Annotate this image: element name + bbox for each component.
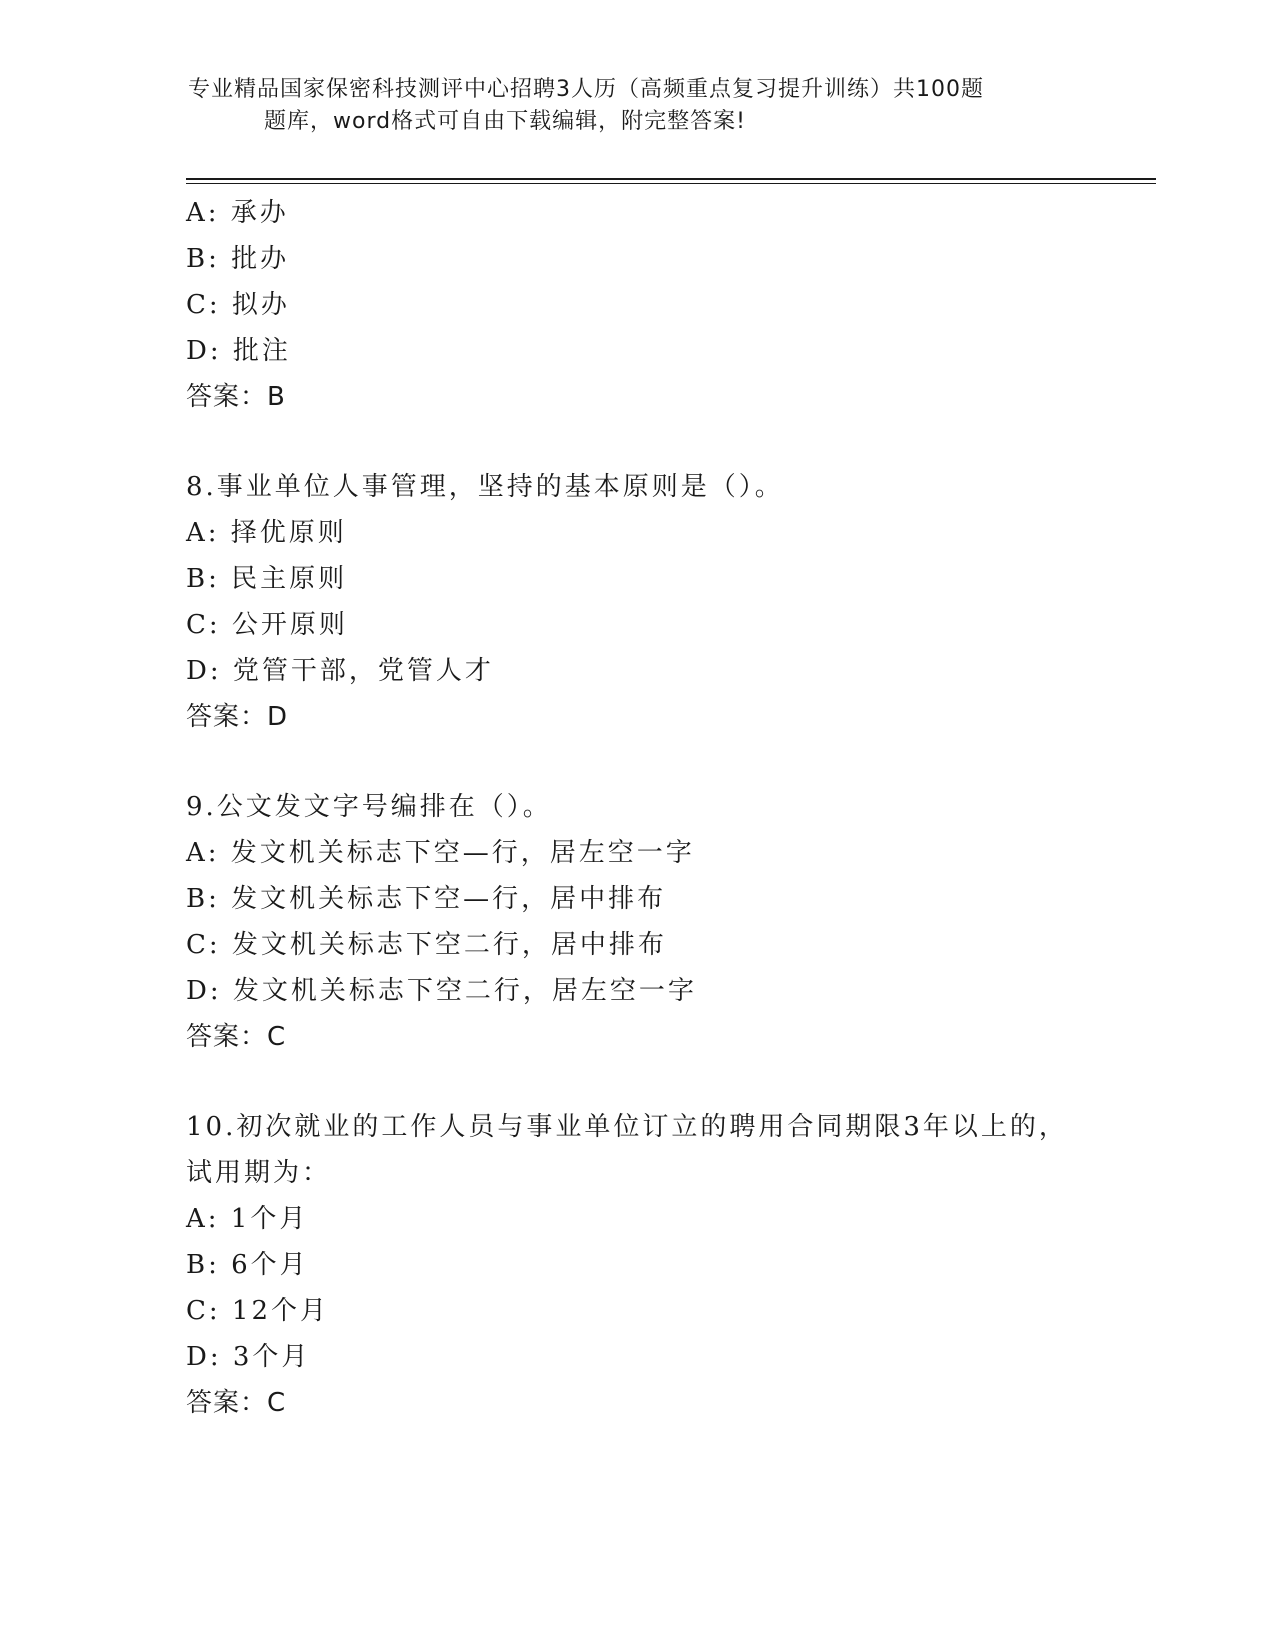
option-d: D: 3个月 [186, 1342, 311, 1372]
question-list [186, 190, 1086, 1426]
answer: 答案：C [186, 1022, 287, 1052]
header-title-line1: 专业精品国家保密科技测评中心招聘3人历（高频重点复习提升训练）共100题 [188, 77, 984, 102]
option-c: C: 公开原则 [186, 610, 348, 640]
question-10 [186, 1104, 1086, 1426]
option-b: B: 民主原则 [186, 564, 348, 594]
option-a: A: 发文机关标志下空—行，居左空一字 [186, 838, 695, 868]
option-a: A: 1个月 [186, 1204, 309, 1234]
option-b: B: 批办 [186, 244, 290, 274]
question-stem: 8.事业单位人事管理，坚持的基本原则是（）。 [186, 472, 784, 502]
answer: 答案：C [186, 1388, 287, 1418]
question-stem-line1: 10.初次就业的工作人员与事业单位订立的聘用合同期限3年以上的， [186, 1112, 1068, 1142]
header-rule-thick [186, 178, 1156, 180]
option-d: D: 批注 [186, 336, 291, 366]
option-d: D: 党管干部，党管人才 [186, 656, 494, 686]
answer: 答案：D [186, 702, 289, 732]
question-stem: 9.公文发文字号编排在（）。 [186, 792, 552, 822]
header-title-line2: 题库，word格式可自由下载编辑，附完整答案! [264, 109, 746, 134]
option-a: A: 择优原则 [186, 518, 347, 548]
option-b: B: 发文机关标志下空—行，居中排布 [186, 884, 667, 914]
question-stem-line2: 试用期为： [186, 1158, 332, 1188]
question-9 [186, 784, 1086, 1060]
option-a: A: 承办 [186, 198, 289, 228]
header-rule-thin [186, 183, 1156, 184]
option-d: D: 发文机关标志下空二行，居左空一字 [186, 976, 697, 1006]
answer: 答案：B [186, 382, 286, 412]
option-c: C: 拟办 [186, 290, 290, 320]
document-header [188, 74, 1068, 138]
option-b: B: 6个月 [186, 1250, 309, 1280]
question-8 [186, 464, 1086, 740]
option-c: C: 12个月 [186, 1296, 330, 1326]
question-7 [186, 190, 1086, 420]
option-c: C: 发文机关标志下空二行，居中排布 [186, 930, 667, 960]
